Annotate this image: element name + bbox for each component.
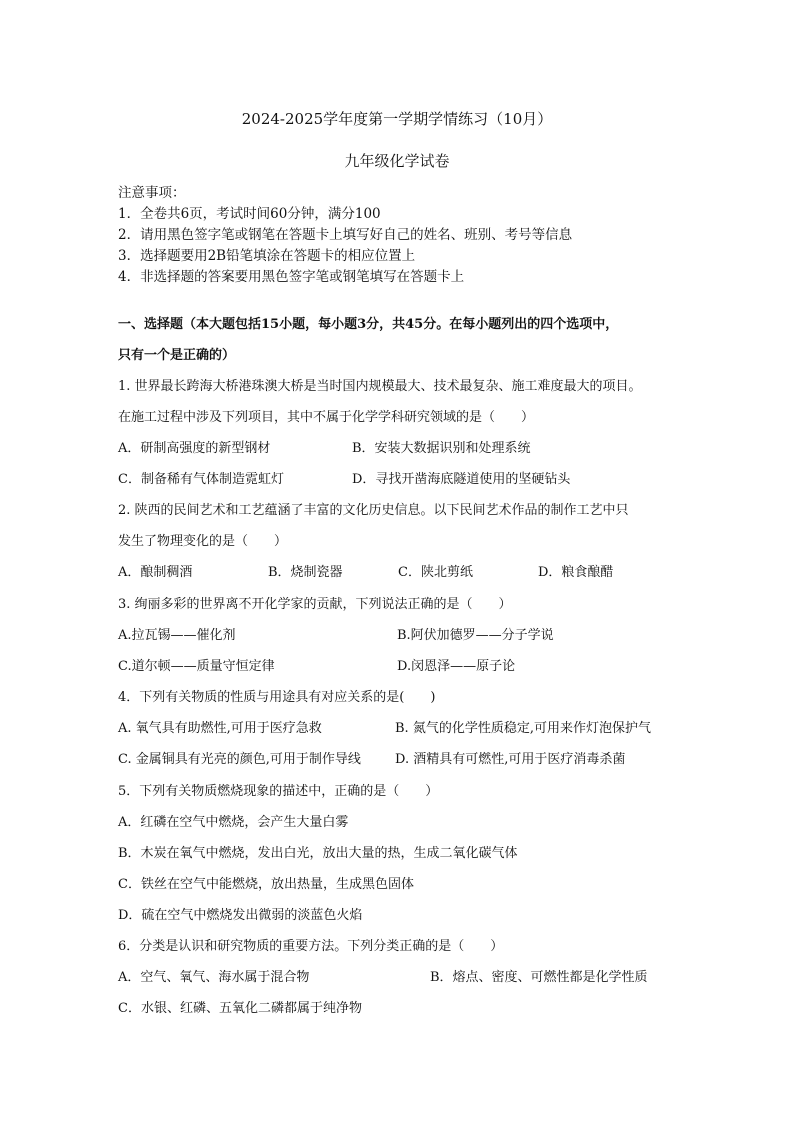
notice-item: 3．选择题要用2B铅笔填涂在答题卡的相应位置上: [118, 248, 416, 264]
question-1-option-d: D．寻找开凿海底隧道使用的坚硬钻头: [352, 472, 571, 487]
question-6-option-b: B．熔点、密度、可燃性都是化学性质: [430, 970, 648, 985]
question-5-option-d: D．硫在空气中燃烧发出微弱的淡蓝色火焰: [118, 908, 363, 923]
question-1-stem: 1. 世界最长跨海大桥港珠澳大桥是当时国内规模最大、技术最复杂、施工难度最大的项目。: [118, 379, 642, 394]
question-3-option-d: D.闵恩泽——原子论: [397, 659, 516, 674]
notice-item: 1．全卷共6页，考试时间60分钟，满分100: [118, 206, 381, 222]
question-5-option-b: B．木炭在氧气中燃烧，发出白光，放出大量的热，生成二氧化碳气体: [118, 846, 518, 861]
question-2-option-d: D．粮食酿醋: [538, 565, 614, 580]
question-1-stem-cont: 在施工过程中涉及下列项目，其中不属于化学学科研究领域的是（ ）: [118, 410, 535, 425]
question-3-option-c: C.道尔顿——质量守恒定律: [118, 659, 275, 674]
question-2-stem: 2. 陕西的民间艺术和工艺蕴涵了丰富的文化历史信息。以下民间艺术作品的制作工艺中只: [118, 503, 629, 518]
notice-heading: 注意事项：: [118, 185, 186, 201]
question-3-option-a: A.拉瓦锡——催化剂: [118, 628, 236, 643]
question-5-option-c: C．铁丝在空气中能燃烧，放出热量，生成黑色固体: [118, 877, 414, 892]
question-4-option-b: B. 氮气的化学性质稳定,可用来作灯泡保护气: [395, 721, 651, 736]
question-2-stem-cont: 发生了物理变化的是（ ）: [118, 534, 288, 549]
question-6-stem: 6．分类是认识和研究物质的重要方法。下列分类正确的是（ ）: [118, 939, 504, 954]
notice-item: 2．请用黑色签字笔或钢笔在答题卡上填写好自己的姓名、班别、考号等信息: [118, 227, 573, 243]
question-3-stem: 3. 绚丽多彩的世界离不开化学家的贡献，下列说法正确的是（ ）: [118, 597, 512, 612]
question-4-option-d: D. 酒精具有可燃性,可用于医疗消毒杀菌: [395, 752, 626, 767]
exam-subtitle: 九年级化学试卷: [344, 152, 450, 170]
question-2-option-c: C．陕北剪纸: [398, 565, 473, 580]
question-1-option-c: C．制备稀有气体制造霓虹灯: [118, 472, 284, 487]
question-4-stem: 4．下列有关物质的性质与用途具有对应关系的是( ): [118, 690, 436, 705]
question-2-option-a: A．酿制稠酒: [118, 565, 193, 580]
question-4-option-a: A. 氧气具有助燃性,可用于医疗急救: [118, 721, 322, 736]
question-2-option-b: B．烧制瓷器: [268, 565, 343, 580]
question-5-option-a: A．红磷在空气中燃烧，会产生大量白雾: [118, 815, 349, 830]
question-4-option-c: C. 金属铜具有光亮的颜色,可用于制作导线: [118, 752, 361, 767]
question-1-option-b: B．安装大数据识别和处理系统: [352, 441, 531, 456]
question-1-option-a: A．研制高强度的新型钢材: [118, 441, 271, 456]
question-6-option-c: C．水银、红磷、五氧化二磷都属于纯净物: [118, 1001, 362, 1016]
question-6-option-a: A．空气、氧气、海水属于混合物: [118, 970, 310, 985]
exam-title: 2024-2025学年度第一学期学情练习（10月）: [241, 110, 553, 128]
section-heading: 一、选择题（本大题包括15小题，每小题3分，共45分。在每小题列出的四个选项中，: [118, 317, 619, 332]
question-5-stem: 5．下列有关物质燃烧现象的描述中，正确的是（ ）: [118, 784, 439, 799]
question-3-option-b: B.阿伏加德罗——分子学说: [397, 628, 554, 643]
notice-item: 4．非选择题的答案要用黑色签字笔或钢笔填写在答题卡上: [118, 269, 465, 285]
section-heading-cont: 只有一个是正确的）: [118, 348, 236, 363]
